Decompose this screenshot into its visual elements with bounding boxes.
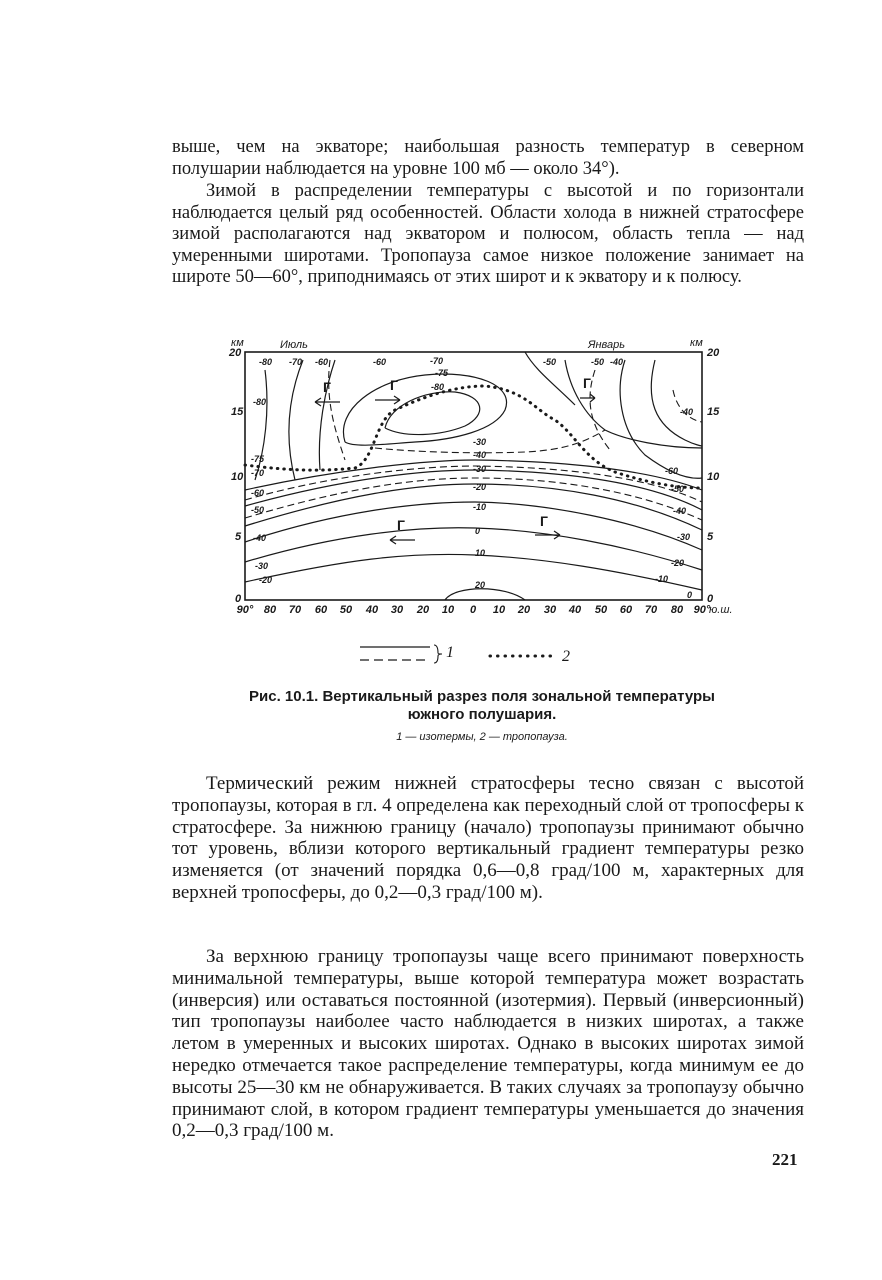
x-tick: 60: [314, 604, 328, 616]
paragraph-continued: выше, чем на экваторе; наибольшая разность температур в северном полушарии наблюдается на уровне 100 мб — около 34°).: [172, 137, 804, 179]
isotherm-label: -30: [473, 437, 487, 447]
wind-label-g-3: Г: [397, 517, 405, 533]
x-tick: 10: [492, 604, 506, 616]
x-tick: 70: [644, 604, 658, 616]
x-tick: 90°: [236, 604, 254, 616]
temperature-cross-section-figure: [225, 330, 745, 630]
isotherm-label: 0: [475, 526, 481, 536]
isotherm-label: -40: [673, 506, 687, 516]
isotherm-label: -80: [259, 357, 273, 367]
x-tick: 90°: [693, 604, 711, 616]
isotherm-label: -50: [251, 505, 265, 515]
isotherm-label: -70: [251, 468, 265, 478]
x-tick: 50: [339, 604, 353, 616]
x-tick: 40: [365, 604, 379, 616]
isotherm-label: -80: [253, 397, 267, 407]
isotherm-label: -30: [473, 464, 487, 474]
x-tick: 80: [670, 604, 684, 616]
isotherm-label: 20: [475, 580, 486, 590]
isotherm-label: -60: [315, 357, 329, 367]
y-tick-right: 10: [707, 471, 720, 483]
wind-label-g-2: Г: [390, 377, 398, 393]
isotherm-label: -70: [289, 357, 303, 367]
x-tick: 50: [594, 604, 608, 616]
y-tick-right: 15: [707, 406, 720, 418]
isotherm-label: -20: [259, 575, 273, 585]
y-tick: 10: [231, 471, 244, 483]
y-tick-right: 20: [707, 347, 720, 359]
x-tick: 70: [288, 604, 302, 616]
x-tick: 30: [390, 604, 404, 616]
x-tick: 80: [263, 604, 277, 616]
isotherm-label: -40: [610, 357, 624, 367]
y-tick: 5: [235, 531, 242, 543]
isotherm-label: -75: [251, 454, 265, 464]
unit-km-left: км: [231, 337, 244, 349]
legend-label-isotherms: 1: [446, 644, 454, 661]
isotherm-label: -50: [543, 357, 557, 367]
isotherm-label: -20: [473, 482, 487, 492]
isotherm-label: -75: [435, 368, 449, 378]
x-tick: 30: [543, 604, 557, 616]
figure-caption-legend: 1 — изотермы, 2 — тропопауза.: [396, 731, 568, 743]
isotherm-label: 0: [687, 590, 693, 600]
y-tick-right: 0: [707, 593, 714, 605]
isotherm-label: -60: [373, 357, 387, 367]
isotherm-label: -30: [677, 532, 691, 542]
legend-lines: [358, 640, 618, 670]
isotherm-label: -70: [430, 356, 444, 366]
wind-label-g-1: Г: [323, 379, 331, 395]
figure-caption-title: Рис. 10.1. Вертикальный разрез поля зональной температуры южного полушария.: [249, 688, 715, 723]
isotherm-label: -50: [671, 484, 685, 494]
legend-label-tropopause: 2: [562, 648, 570, 665]
figure-legend: [358, 640, 618, 670]
isotherm-label: -60: [251, 488, 265, 498]
x-tick: 10: [441, 604, 455, 616]
isotherm-label: -40: [473, 450, 487, 460]
x-tick: 60: [619, 604, 633, 616]
y-tick: 20: [229, 347, 242, 359]
wind-label-g-4: Г: [540, 513, 548, 529]
x-tick: 20: [416, 604, 430, 616]
isotherm-label: -20: [671, 558, 685, 568]
y-tick: 15: [231, 406, 244, 418]
y-tick-right: 5: [707, 531, 714, 543]
isotherm-label: -40: [253, 533, 267, 543]
isotherm-label: -30: [255, 561, 269, 571]
isotherm-label: -10: [473, 502, 487, 512]
isotherm-label: 10: [475, 548, 486, 558]
paragraph-upper-boundary: За верхнюю границу тропопаузы чаще всего принимают поверхность минимальной температуры, выше которой температура может возрастать (инверсия) или оставаться постоянной (изотермия). Первый (инверсионный) тип тропопаузы наиболее часто наблюдается в низких широтах, а также летом в умеренных и высоких широтах. Однако в высоких широтах зимой нередко отмечается такое распределение температуры, когда минимум ее до высоты 25—30 км не обнаруживается. В таких случаях за тропопаузу обычно принимают слой, в котором градиент температуры уменьшается до значения 0,2—0,3 град/100 м.: [172, 946, 804, 1142]
x-tick: 40: [568, 604, 582, 616]
isotherm-label: -10: [655, 574, 669, 584]
label-january: Январь: [588, 339, 626, 351]
isotherm-label: -40: [680, 407, 694, 417]
wind-label-g-5: Г: [583, 375, 591, 391]
unit-km-right: км: [690, 337, 703, 349]
isotherm-label: -80: [431, 382, 445, 392]
y-tick: 0: [235, 593, 242, 605]
x-axis-unit: ю.ш.: [709, 604, 733, 616]
isotherm-label: -50: [591, 357, 605, 367]
x-tick: 20: [517, 604, 531, 616]
page-number: 221: [772, 1150, 798, 1169]
x-tick: 0: [469, 604, 477, 616]
label-july: Июль: [280, 339, 308, 351]
paragraph-winter: Зимой в распределении температуры с высотой и по горизонтали наблюдается целый ряд особенностей. Области холода в нижней стратосфере зимой располагаются над экватором и полюсом, область тепла — над умеренными широтами. Тропопауза самое низкое положение занимает на широте 50—60°, приподнимаясь от этих широт и к экватору и к полюсу.: [172, 181, 804, 288]
paragraph-thermal-regime: Термический режим нижней стратосферы тесно связан с высотой тропопаузы, которая в гл. 4 определена как переходный слой от тропосферы к стратосфере. За нижнюю границу (начало) тропопаузы принимают обычно тот уровень, вблизи которого вертикальный градиент температуры резко изменяется (от значений порядка 0,6—0,8 град/100 м, характерных для верхней тропосферы, до 0,2—0,3 град/100 м).: [172, 773, 804, 903]
isotherm-label: -60: [665, 466, 679, 476]
